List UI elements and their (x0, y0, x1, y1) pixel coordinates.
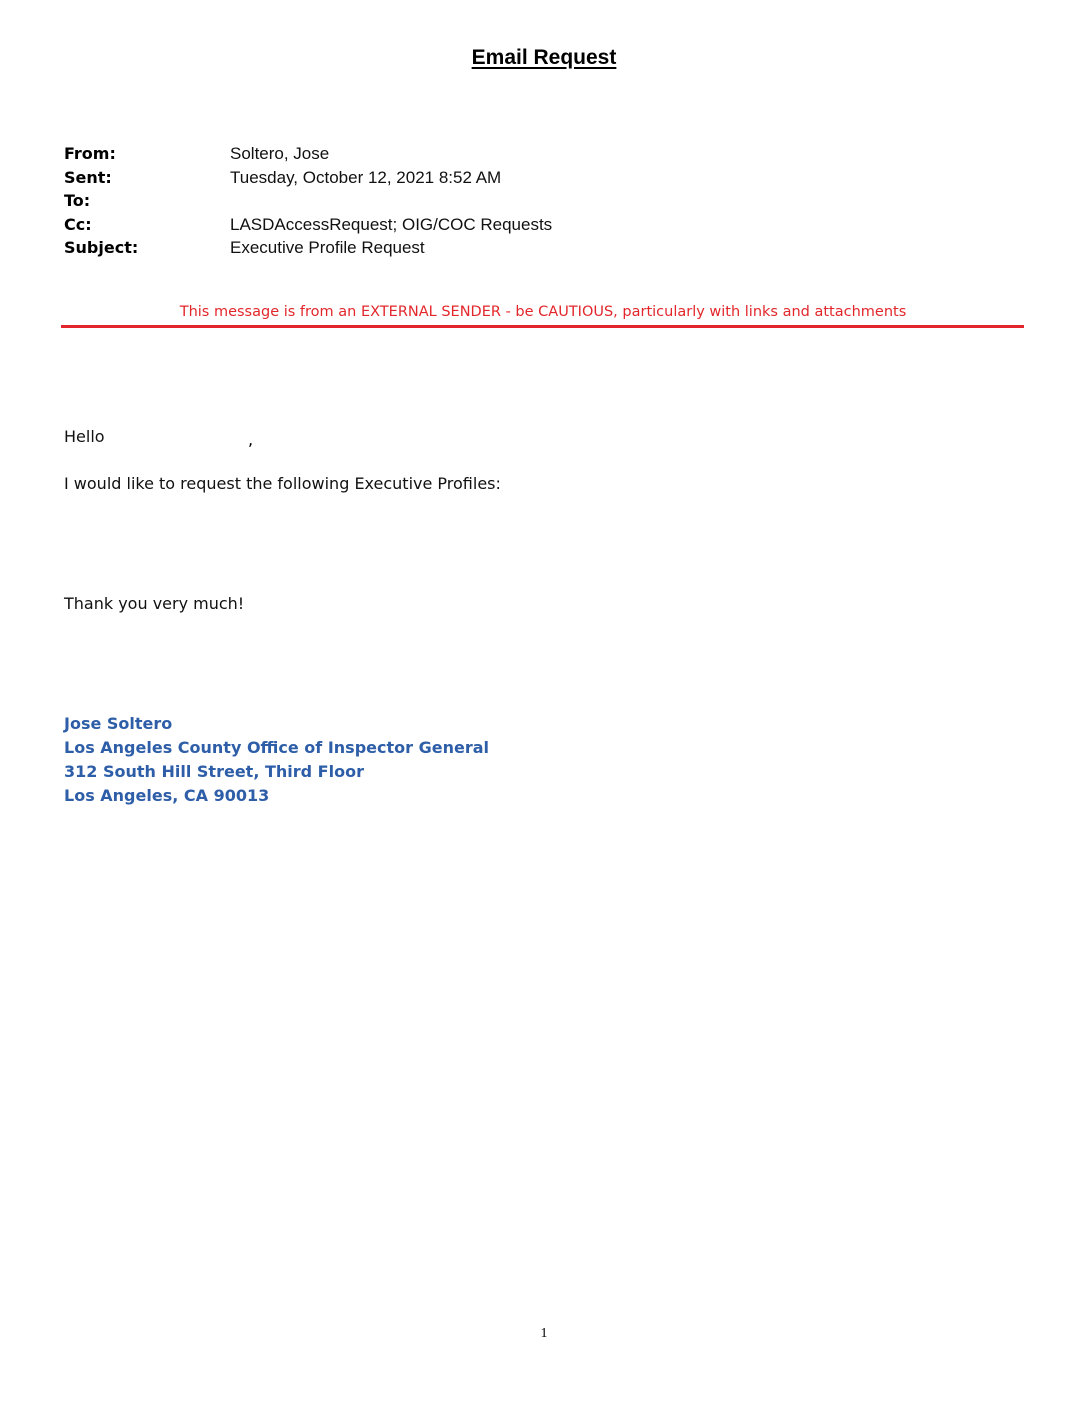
closing-text: Thank you very much! (64, 594, 245, 613)
header-label-subject: Subject: (64, 238, 139, 257)
header-row-to (64, 189, 964, 213)
header-label-cc: Cc: (64, 214, 92, 234)
page-title: Email Request (471, 46, 617, 69)
request-text: I would like to request the following Executive Profiles: (64, 474, 501, 493)
header-row-from (64, 142, 964, 166)
header-value-sent: Tuesday, October 12, 2021 8:52 AM (230, 167, 502, 187)
header-value-from: Soltero, Jose (230, 144, 330, 163)
email-headers (64, 142, 964, 260)
signature-street: 312 South Hill Street, Third Floor (64, 762, 364, 781)
header-row-subject (64, 236, 964, 260)
header-value-cc: LASDAccessRequest; OIG/COC Requests (230, 214, 553, 234)
header-row-sent (64, 166, 964, 190)
signature-city: Los Angeles, CA 90013 (64, 786, 270, 805)
header-label-to: To: (64, 191, 91, 210)
header-label-sent: Sent: (64, 167, 112, 187)
greeting-comma: , (248, 430, 254, 449)
signature-organization: Los Angeles County Office of Inspector General (64, 738, 489, 757)
header-row-cc (64, 213, 964, 237)
greeting: Hello (64, 427, 105, 446)
header-label-from: From: (64, 144, 116, 163)
header-value-subject: Executive Profile Request (230, 238, 425, 257)
signature-block (64, 712, 489, 808)
warning-divider (61, 325, 1024, 328)
page-number: 1 (540, 1326, 548, 1341)
signature-name: Jose Soltero (64, 714, 173, 733)
external-sender-warning: This message is from an EXTERNAL SENDER - be CAUTIOUS, particularly with links and attachments (179, 304, 907, 320)
